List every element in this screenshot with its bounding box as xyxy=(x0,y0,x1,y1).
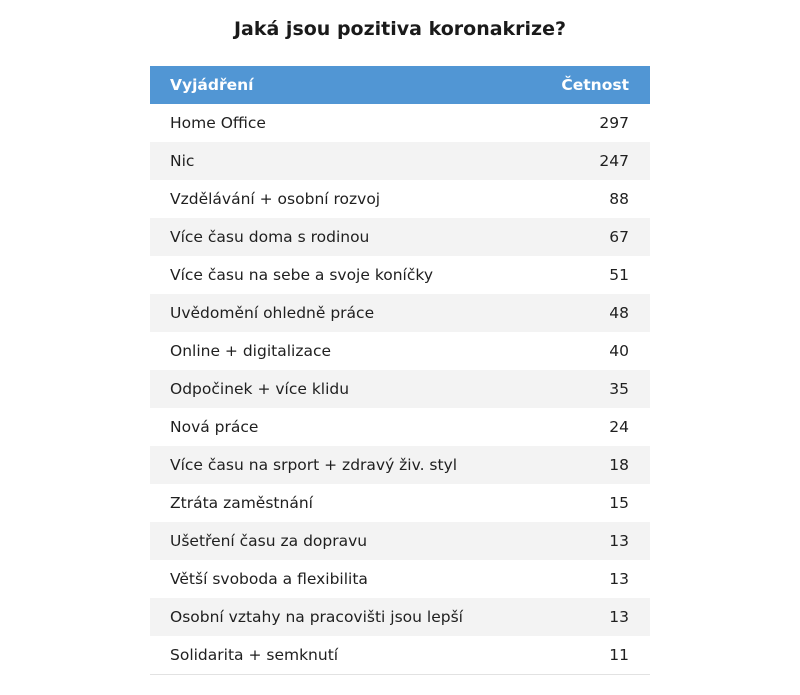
table-row xyxy=(150,484,650,522)
row-label: Ušetření času za dopravu xyxy=(150,522,489,560)
table-row xyxy=(150,294,650,332)
row-count: 15 xyxy=(489,484,650,522)
chart-title: Jaká jsou pozitiva koronakrize? xyxy=(233,18,567,40)
row-count: 13 xyxy=(489,598,650,636)
table-row xyxy=(150,142,650,180)
row-count: 35 xyxy=(489,370,650,408)
table-row xyxy=(150,256,650,294)
table-row xyxy=(150,218,650,256)
row-label: Odpočinek + více klidu xyxy=(150,370,489,408)
row-label: Home Office xyxy=(150,104,489,142)
row-label: Uvědomění ohledně práce xyxy=(150,294,489,332)
row-label: Ztráta zaměstnání xyxy=(150,484,489,522)
row-count: 51 xyxy=(489,256,650,294)
row-label: Vzdělávání + osobní rozvoj xyxy=(150,180,489,218)
row-count: 88 xyxy=(489,180,650,218)
table-row xyxy=(150,408,650,446)
table-header-row xyxy=(150,66,650,104)
row-count: 40 xyxy=(489,332,650,370)
table-row xyxy=(150,560,650,598)
row-label: Online + digitalizace xyxy=(150,332,489,370)
row-label: Větší svoboda a flexibilita xyxy=(150,560,489,598)
row-label: Nová práce xyxy=(150,408,489,446)
table-row xyxy=(150,636,650,675)
row-count: 13 xyxy=(489,522,650,560)
column-header-label: Vyjádření xyxy=(150,66,489,104)
row-count: 48 xyxy=(489,294,650,332)
row-count: 24 xyxy=(489,408,650,446)
row-count: 13 xyxy=(489,560,650,598)
row-count: 18 xyxy=(489,446,650,484)
row-label: Více času na sebe a svoje koníčky xyxy=(150,256,489,294)
row-count: 247 xyxy=(489,142,650,180)
row-label: Nic xyxy=(150,142,489,180)
row-count: 11 xyxy=(489,636,650,675)
row-count: 297 xyxy=(489,104,650,142)
table-row xyxy=(150,104,650,142)
row-label: Více času na srport + zdravý živ. styl xyxy=(150,446,489,484)
row-count: 67 xyxy=(489,218,650,256)
table-row xyxy=(150,332,650,370)
column-header-count: Četnost xyxy=(489,66,650,104)
row-label: Solidarita + semknutí xyxy=(150,636,489,675)
table-row xyxy=(150,446,650,484)
table-row xyxy=(150,522,650,560)
row-label: Osobní vztahy na pracovišti jsou lepší xyxy=(150,598,489,636)
table-row xyxy=(150,370,650,408)
table-row xyxy=(150,598,650,636)
frequency-table xyxy=(150,66,650,675)
table-row xyxy=(150,180,650,218)
table-body xyxy=(150,104,650,675)
row-label: Více času doma s rodinou xyxy=(150,218,489,256)
